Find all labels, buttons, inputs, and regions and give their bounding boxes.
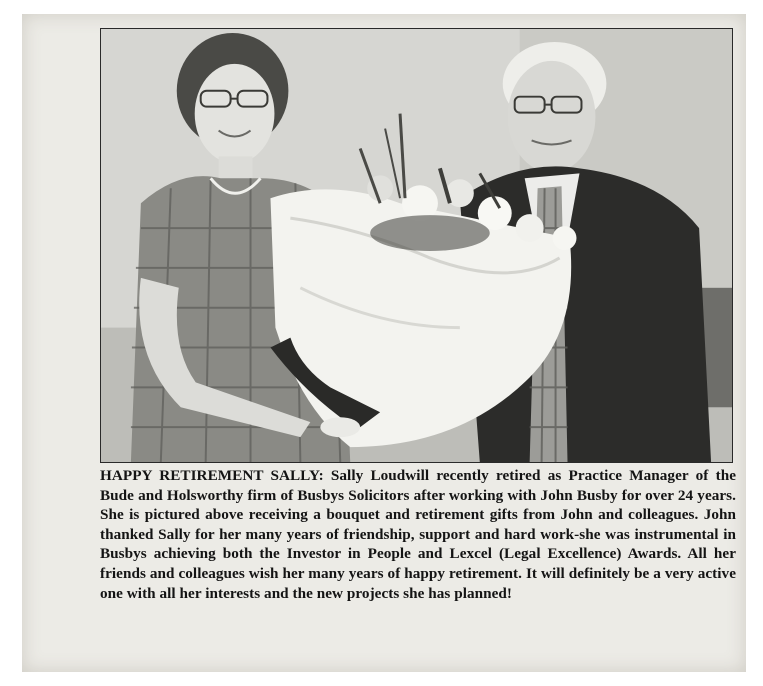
caption-headline: HAPPY RETIREMENT SALLY: (100, 467, 324, 484)
caption-body: Sally Loudwill recently retired as Practice Manager of the Bude and Holsworthy firm of Busbys Solicitors after working with John Busby for over 24 years. She is pictured above receiving a bouquet and retirement gifts from John and colleagues. John thanked Sally for her many years of friendship, support and hard work-she was instrumental in Busbys achieving both the Investor in People and Lexcel (Legal Excellence) Awards. All her friends and colleagues wish her many years of happy retirement. It will definitely be a very active one with all her interests and the new projects she has planned! (100, 467, 736, 602)
news-photo (100, 28, 733, 463)
photo-caption (100, 466, 736, 603)
woman-face (195, 64, 275, 164)
photo-illustration (101, 29, 732, 462)
man-face (508, 61, 596, 172)
